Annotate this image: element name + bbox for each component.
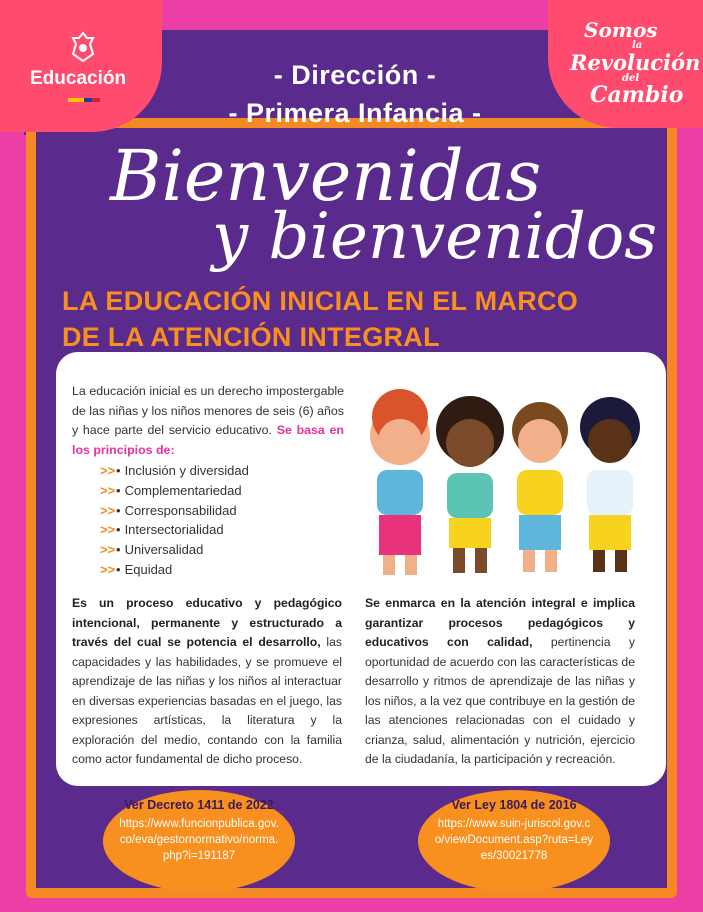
intro-text: La educación inicial es un derecho impostergable de las niñas y los niños menores de seis (6) años y hace parte del servicio educativo. — [72, 384, 344, 437]
arrow-bullet-icon: >> — [100, 522, 116, 538]
colombia-crest-icon — [66, 30, 100, 64]
right-column-text — [365, 594, 635, 770]
decree-link-badge[interactable] — [103, 790, 295, 892]
arrow-bullet-icon: >> — [100, 463, 116, 478]
welcome-line-1: Bienvenidas — [110, 135, 542, 217]
slogan-line-1: Somos — [584, 18, 658, 42]
slogan-line-5: Cambio — [590, 82, 684, 109]
slogan-line-2: la — [632, 40, 643, 51]
right-column-bold: Se enmarca en la atención integral e implica garantizar procesos pedagógicos y educativos con calidad, — [365, 596, 635, 649]
principles-list — [100, 461, 249, 580]
brand-name: Educación — [30, 68, 127, 89]
colombia-flag-stripe — [68, 98, 100, 102]
list-item: >> • Inclusión y diversidad — [100, 461, 249, 481]
list-item: >> • Corresponsabilidad — [100, 501, 249, 521]
intro-paragraph — [72, 382, 344, 460]
welcome-line-2: y bienvenidos — [212, 200, 658, 274]
law-link-title[interactable]: Ver Ley 1804 de 2016 — [451, 798, 577, 812]
arrow-bullet-icon: >> — [100, 561, 116, 577]
decree-link-title[interactable]: Ver Decreto 1411 de 2022 — [124, 798, 274, 812]
arrow-bullet-icon: >> — [100, 542, 116, 558]
list-item: >> • Intersectorialidad — [100, 520, 249, 540]
law-link-url[interactable]: https://www.suin-juriscol.gov.co/viewDocument.asp?ruta=Leyes/30021778 — [434, 818, 594, 862]
slogan-line-4: del — [622, 72, 640, 84]
decree-link-url[interactable]: https://www.funcionpublica.gov.co/eva/gestornormativo/norma.php?i=191187 — [119, 818, 279, 862]
header-line-1: - Dirección - — [273, 60, 437, 90]
list-item: >> • Complementariedad — [100, 481, 249, 501]
left-column-body: las capacidades y las habilidades, y se promueve el aprendizaje de las niñas y los niños al interactuar en diversas experiencias basadas en el juego, las expresiones artísticas, la literatura y la exploración del medio, contando con la familia como actor fundamental de dicho proceso. — [72, 635, 342, 766]
slogan-text — [570, 18, 701, 109]
title-line-1: LA EDUCACIÓN INICIAL EN EL MARCO — [62, 286, 579, 316]
arrow-bullet-icon: >> — [100, 502, 116, 518]
title-line-2: DE LA ATENCIÓN INTEGRAL — [62, 322, 440, 352]
arrow-bullet-icon: >> — [100, 482, 116, 498]
left-column-text — [72, 594, 342, 770]
children-illustration — [355, 375, 655, 585]
intro-highlight: Se basa en los principios de: — [72, 423, 344, 457]
header-line-2: - Primera Infancia - — [228, 98, 482, 128]
list-item: >> • Equidad — [100, 560, 249, 580]
education-logo — [0, 0, 162, 132]
law-link-badge[interactable] — [418, 790, 610, 892]
slogan-line-3: Revolución — [570, 49, 701, 75]
left-column-bold: Es un proceso educativo y pedagógico intencional, permanente y estructurado a través del cual se potencia el desarrollo, — [72, 596, 342, 649]
right-column-body: pertinencia y oportunidad de acuerdo con las características de desarrollo y ritmos de aprendizaje de las niñas y los niños, a la vez que contribuye en la gestión de las atenciones relacionadas con el cuidado y crianza, salud, alimentación y nutrición, ejercicio de la ciudadanía, la participación y recreación. — [365, 635, 635, 766]
list-item: >> • Universalidad — [100, 540, 249, 560]
